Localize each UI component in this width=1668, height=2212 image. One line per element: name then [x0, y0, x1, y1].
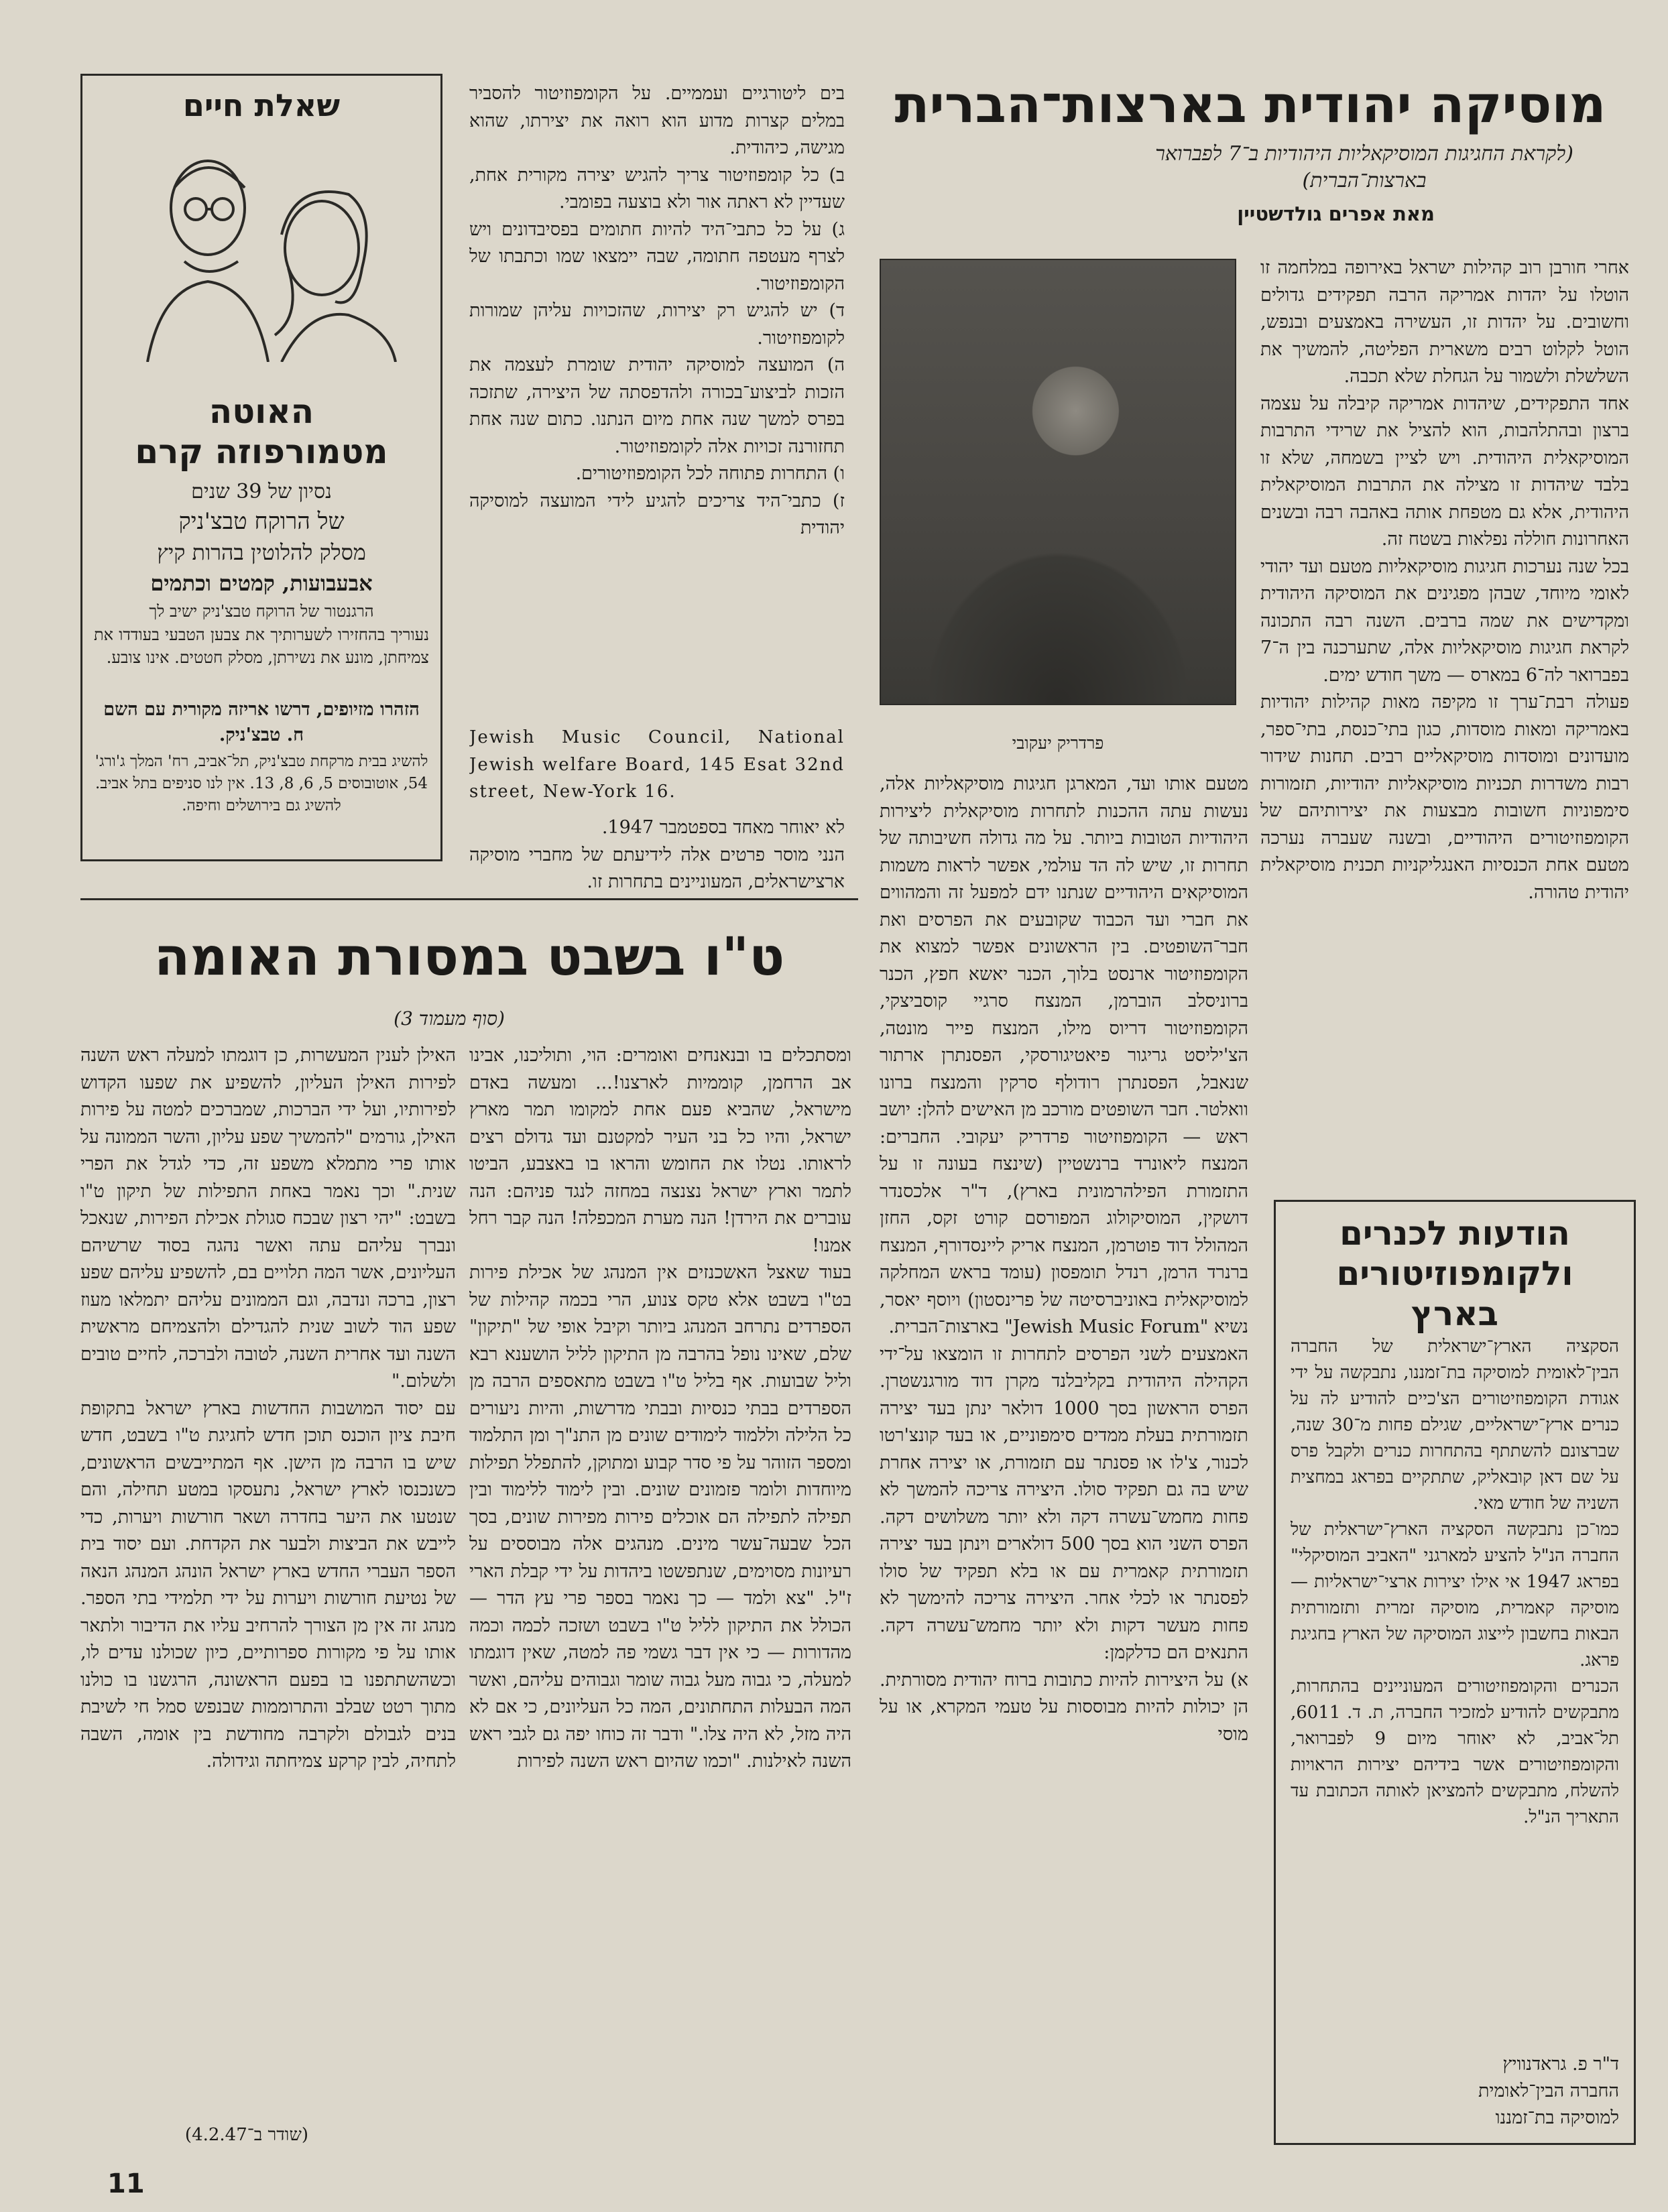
article1-subtitle: (לקראת החגיגות המוסיקאליות היהודיות ב־7 לפברואר בארצות־הברית)	[1155, 142, 1573, 192]
article1-column-left-tail: לא יאוחר מאחד בספטמבר 1947. הנני מוסר פרטים אלה לידיעתם של מחברי מוסיקה ארצישראלים, המעוניינים בתחרות זו.	[469, 817, 845, 892]
ad-header: שאלת חיים	[182, 87, 341, 123]
ad-line-3: מסלק להלוטין בהרות קיץ	[157, 540, 366, 565]
ad-line-2: של הרוקח טבצ'ניק	[178, 508, 345, 535]
ad-line-7: הזהרו מזיופים, דרשו אריזה מקורית עם השם ח. טבצ'ניק.	[103, 699, 420, 745]
ad-line-6: נעוריך בהחזירו לשערותיך את צבען הטבעי בעודדו את צמיחתן, מונע את נשירתן, מסלק חטטים. אינו צובע.	[94, 625, 429, 667]
ad-line-4: אבעבועות, קמטים וכתמים	[150, 570, 373, 596]
notice-signature: ד"ר פ. גראדנוויץ החברה הבין־לאומית למוסיקה בת־זמננו	[1478, 2054, 1619, 2128]
notice-title: הודעות לכנרים ולקומפוזיטורים בארץ	[1336, 1214, 1573, 1333]
section-divider	[80, 898, 858, 900]
article1-title: מוסיקה יהודית בארצות־הברית	[894, 74, 1606, 134]
ad-product-title1: האוטה	[208, 392, 314, 431]
ad-line-5: הרגנטור של הרוקח טבצ'ניק ישיב לך	[149, 602, 374, 621]
notice-body: הסקציה הארץ־ישראלית של החברה הבין־לאומית למוסיקה בת־זמננו, נתבקשה על ידי אגודת הקומפוזיטורים הצ'כיים להודיע לה על כנרים ארץ־ישראליים, שגילם פחות מ־30 שנה, שברצונם להשתתף בהתחרות כנרים ולקבל פרס על שם דאן קובאליק, שתתקיים בפראג במחצית השניה של חודש מאי. כמו־כן נתבקשה הסקציה הארץ־ישראלית של החברה הנ"ל להציע למארגני "האביב המוסיקלי" בפראג 1947 אי אילו יצירות ארצי־ישראליות — מוסיקה קאמרית, מוסיקה זמרית ותזמורתית הבאות בחשבון לייצוג המוסיקה של הארץ בחגיגת פראג. הכנרים והקומפוזיטורים המעוניינים בהתחרות, מתבקשים להודיע למזכיר החברה, ת. ד. 6011, תל־אביב, לא יאוחר מיום 9 לפברואר, והקומפוזיטורים אשר בידיהם יצירות הראויות להשלח, מתבקשים להמציאן לאותה הכתובת עד התאריך הנ"ל.	[1291, 1337, 1619, 1827]
article2-date-note: (שודר ב־4.2.47)	[184, 2125, 308, 2145]
article1-column-left: בים ליטורגיים ועממיים. על הקומפוזיטור להסביר במלים קצרות מדוע הוא רואה את יצירתו, שהוא מגישה, כיהודית. ב) כל קומפוזיטור צריך להגיש יצירה מקורית אחת, שעדיין לא ראתה אור ולא בוצעה בפומבי. ג) על כל כתבי־היד להיות חתומים בפסיבדונים ויש לצרף מעטפה חתומה, שבה יימצאו שמו וכתבתו של הקומפוזיטור. ד) יש להגיש רק יצירות, שהזכויות עליהן שמורות לקומפוזיטור. ה) המועצה למוסיקה יהודית שומרת לעצמה את הזכות לביצוע־בכורה ולהדפסתה של היצירה, שתזכה בפרס למשך שנה אחת מיום הנתנו. כתום שנה אחת תחזורנה זכויות אלה לקומפוזיטור. ו) התחרות פתוחה לכל הקומפוזיטורים. ז) כתבי־היד צריכים להגיע לידי המועצה למוסיקה יהודית	[469, 83, 845, 538]
page-number: 11	[107, 2168, 145, 2199]
article1-byline: מאת אפרים גולדשטיין	[1237, 202, 1435, 225]
photo-caption: פרדריק יעקובי	[1012, 733, 1104, 753]
article2-column-right: ומסתכלים בו ובנאנחים ואומרים: הוי, ותוליכנו, אבינו אב הרחמן, קוממיות לארצנו!... ומעשה באדם מישראל, שהביא פעם אחת למקומו תמר מארץ ישראל, והיו כל בני העיר למקטנם ועד גדולם רצים לראותו. נטלו את החומש והראו בו באצבע, הביטו לתמר וארץ ישראל נצנצה במחזה לנגד פניהם: הנה עוברים את הירדן! הנה מערת המכפלה! הנה קבר רחל אמנו! בעוד שאצל האשכנזים אין המנהג של אכילת פירות בט"ו בשבט אלא טקס צנוע, הרי בכמה קהילות של הספרדים נתרחב המנהג ביותר וקיבל אופי של "תיקון" שלם, שאינו נופל בהרבה מן התיקון לליל הושענא רבא וליל שבועות. אף בליל ט"ו בשבט מתאספים הרבה מן הספרדים בבתי כנסיות ובבתי מדרשות, והיות ניעורים כל הלילה וללמוד לימודים שונים מן התנ"ך ומן התלמוד ומספר הזוהר על פי סדר קבוע ומתוקן, להתפלל תפילות מיוחדות ולומר פזמונים שונים. ובין לימוד ללימוד ובין תפילה לתפילה הם אוכלים פירות מפירות שונים, בסך הכל שבעה־עשר מינים. מנהגים אלה מבוססים על רעיונות מסוימים, שנתפשטו ביהדות על ידי קבלת הארי ז"ל. "צא ולמד — כך נאמר בספר פרי עץ הדר — הכולל את התיקון לליל ט"ו בשבט ושזכה לכמה וכמה מהדורות — כי אין דבר גשמי פה למטה, שאין דוגמתו למעלה, כי גבוה מעל גבוה שומר וגבוהים עליהם, ואשר המה הבעלות התחתונים, המה כל העליונים, כי אם לא היה מזל, לא היה צלו." ודבר זה כוחו יפה גם לגבי ראש השנה לאילנות. "וכמו שהיום ראש השנה לפירות	[469, 1045, 851, 1772]
article2-subtitle: (סוף מעמוד 3)	[394, 1007, 505, 1030]
article1-column-middle: מטעם אותו ועד, המארגן חגיגות מוסיקאליות אלה, נעשות עתה ההכנות לתחרות מוסיקאלית ליצירות היהודיות הטובות ביותר. על מה גדולה חשיבותה של תחרות זו, שיש לה הד עולמי, אפשר לראות משמות המוסיקאים היהודיים שנתנו ידם למפעל זה והמהווים את חברי ועד הכבוד שקובעים את הפרסים ואת חבר־השופטים. בין הראשונים אפשר למצוא את הקומפוזיטור ארנסט בלוך, הכנר יאשא חפץ, הכנר ברוניסלב הוברמן, המנצח סרגיי קוסביצקי, הקומפוזיטור דריוס מילו, המנצח פייר מונטה, הצ'יליסט גריגור פיאטיגורסקי, הפסנתרן ארתור שנאבל, הפסנתרן רודולף סרקין והמנצח ברונו וואלטר. חבר השופטים מורכב מן האישים להלן: יושב ראש — הקומפוזיטור פרדריק יעקובי. החברים: המנצח ליאונרד ברנשטיין (שינצח בעונה זו על התזמורת הפילהרמונית בארץ), ד"ר אלכסנדר דושקין, המוסיקולוג המפורסם קורט זקס, החזן המהולל דוד פוטרמן, המנצח אריק ליינסדורף, המנצח ברנרד הרמן, רנדל תומפסון (עומד בראש המחלקה למוסיקאלית באוניברסיטה של פרינסטון) ויוסף יאסר, נשיא "Jewish Music Forum" בארצות־הברית. האמצעים לשני הפרסים לתחרות זו הומצאו על־ידי הקהילה היהודית בקליבלנד מקרן דוד מורגנשטרן. הפרס הראשון בסך 1000 דולאר ינתן בעד יצירה תזמורתית בעלת ממדים סימפוניים, או בעד קונצ'רטו לכנור, צ'לו או פסנתר עם תזמורת, או יצירה אחרת שיש בה גם תפקיד סולו. היצירה צריכה להמשך לא פחות מחמש־עשרה דקה ולא יותר משלושים דקה. הפרס השני הוא בסך 500 דולארים וינתן בעד יצירה תזמורתית קאמרית עם או בלא תפקיד של סולו לפסנתר או לכלי אחר. היצירה צריכה להימשך לא פחות מעשר דקות ולא יותר מחמש־עשרה דקה. התנאים הם כדלקמן: א) על היצירות להיות כתובות ברוח יהודית מסורתית. הן יכולות להיות מבוססות על טעמי המקרא, או על מוסי	[880, 774, 1248, 1745]
article1-column-right: אחרי חורבן רוב קהילות ישראל באירופה במלחמה זו הוטלו על יהדות אמריקה הרבה תפקידים גדולים וחשובים. על יהדות זו, העשירה באמצעים ובנפש, הוטל לקלוט רבים משארית הפליטה, להמשיך את השלשלת ולשמור על הגחלת שלא תכבה. אחד התפקידים, שיהדות אמריקה קיבלה על עצמה ברצון ובהתלהבות, הוא להציל את שרידי התרבות המוסיקאלית היהודית. ויש לציין בשמחה, שלא זו בלבד שיהדות זו מצילה את התרבות המוסיקאלית היהודית, אלא גם מטפחת אותה באהבה רבה ובשנים האחרונות חוללה נפלאות בשטח זה. בכל שנה נערכות חגיגות מוסיקאליות מטעם ועד יהודי לאומי מיוחד, שבהן מפגינים את המוסיקה היהודית ומקדישים את שמה ברבים. השנה רבה התכונה לקראת חגיגות מוסיקאליות אלה, שתערכנה בין ה־7 בפברואר לה־6 במארס — משך חודש ימים. פעולה רבת־ערך זו מקיפה מאות קהילות יהודיות באמריקה ומאות מוסדות, כגון בתי־כנסת, בתי־ספר, מועדונים ומוסדות מוסיקאליים רבים. תחנות שידור רבות משדרות תכניות מוסיקאליות יהודיות, תזמורות סימפוניות חשובות מבצעות את יצירותיהם של הקומפוזיטורים היהודיים, ובשנה שעברה נערכה מטעם אחת הכנסיות האנגליקניות תכנית מוסיקאלית יהודית טהורה.	[1260, 257, 1629, 903]
ad-line-1: נסיון של 39 שנים	[191, 480, 332, 503]
article2-column-left: האילן לענין המעשרות, כן דוגמתו למעלה ראש השנה לפירות האילן העליון, להשפיע את שפעו הקדוש לפירותיו, ועל ידי הברכות, שמברכים למטה על פירות האילן, גורמים "להמשיך שפע עליון, והשר הממונה על אותו פרי מתמלא משפע זה, כדי לגדל את הפרי שנית." וכך נאמר באחת התפילות של תיקון ט"ו בשבט: "יהי רצון שבכח סגולת אכילת הפירות, שנאכל ונברך עליהם עתה ואשר נהגה בסוד שרשיהם העליונים, אשר המה תלויים בם, להשפיע עליהם שפע רצון, ברכה ונדבה, וגם הממונים עליהם יתמלאו מעוז שפע הוד לשוב שנית להגדילם ולהצמיחם מראשית השנה ועד אחרית השנה, לטובה ולברכה, לחיים טובים ולשלום." עם יסוד המושבות החדשות בארץ ישראל בתקופת חיבת ציון הוכנס תוכן חדש לחגיגת ט"ו בשבט, חדש שיש בו הרבה מן הישן. אף המתייבשים הראשונים, כשנכנסו לארץ ישראל, נתעסקו במטע תחילה, והם שנטעו את היער בחדרה ושאר חורשות ויערות, כדי לייבש את הביצות ולבער את הקדחת. ועם יסוד בית הספר העברי החדש בארץ ישראל הונהג המנהג הנאה של נטיעת חורשות ויערות על ידי תלמידי בתי הספר. מנהג זה אין מן הצורך להרחיב עליו את הדיבור ולתאר אותו על פי מקורות ספרותיים, כיון שכולנו עדים לו, וכשהשתתפנו בו בפעם הראשונה, הרגשנו בו כולנו מתוך רטט שבלב והתרוממות שבנפש סמל חי לשיבת בנים לגבולם ולקרבה מחודשת בין אומה, השבה לתחיה, לבין קרקע צמיחתה וגידולה.	[80, 1045, 456, 1772]
ad-line-8: להשיג בבית מרקחת טבצ'ניק, תל־אביב, רח' המלך ג'ורג' 54, אוטובוסים 5, 6, 8, 13. אין לנו סניפים בתל אביב. להשיג גם בירושלים וחיפה.	[95, 753, 428, 814]
couple-illustration	[121, 134, 402, 362]
article2-title: ט"ו בשבט במסורת האומה	[154, 927, 785, 987]
competition-address: Jewish Music Council, National Jewish welfare Board, 145 Esat 32nd street, New-York 16.	[469, 727, 845, 802]
ad-product-title2: מטמורפוזה קרם	[135, 432, 388, 471]
portrait-photo	[880, 259, 1236, 705]
